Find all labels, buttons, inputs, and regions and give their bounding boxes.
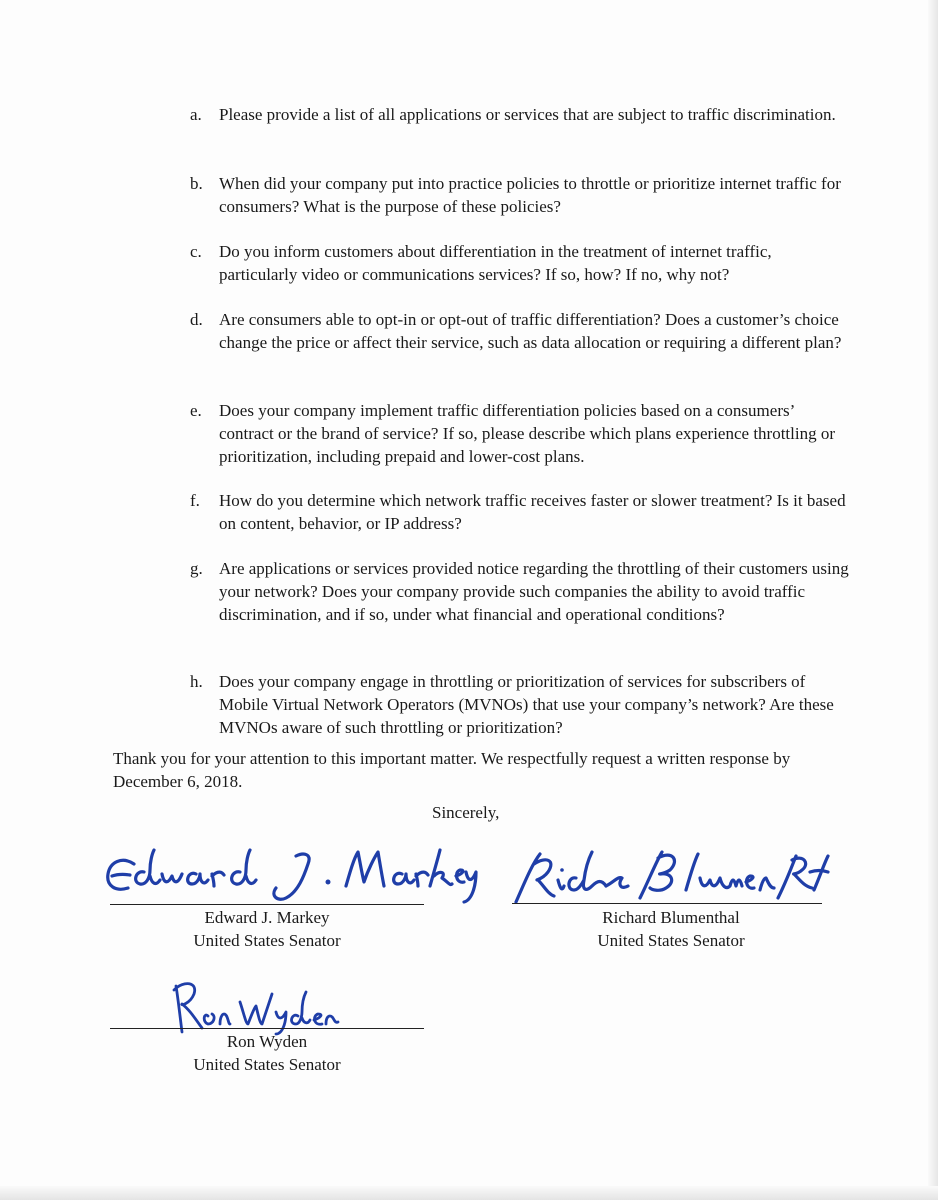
question-item-e [190,399,850,468]
signature-line-markey [110,904,424,905]
question-text: When did your company put into practice policies to throttle or prioritize internet traffic for consumers? What is the purpose of these policies? [219,174,841,216]
question-letter: d. [190,310,203,329]
signer-name: Ron Wyden [226,1032,308,1051]
signer-block-blumenthal [512,906,830,952]
question-letter: a. [190,105,202,124]
question-letter: e. [190,401,202,420]
question-text: Are applications or services provided notice regarding the throttling of their customers using your network? Does your company provide such companies the ability to avoid traffic discrimination, and if so, under what financial and operational conditions? [219,559,849,624]
signature-markey [100,842,470,908]
signature-line-blumenthal [512,903,822,904]
question-letter: c. [190,242,202,261]
scan-edge-right [928,0,938,1200]
question-item-h [190,670,850,739]
question-item-b [190,172,850,218]
question-text: Please provide a list of all applications or services that are subject to traffic discrimination. [219,105,836,124]
question-item-c [190,240,850,286]
question-text: How do you determine which network traffic receives faster or slower treatment? Is it based on content, behavior, or IP address? [219,491,846,533]
question-text: Does your company implement traffic differentiation policies based on a consumers’ contract or the brand of service? If so, please describe which plans experience throttling or prioritization, including prepaid and lower-cost plans. [219,401,836,466]
question-text: Do you inform customers about differentiation in the treatment of internet traffic, particularly video or communications services? If so, how? If no, why not? [219,242,772,284]
question-letter: g. [190,559,203,578]
question-text: Are consumers able to opt-in or opt-out of traffic differentiation? Does a customer’s choice change the price or affect their service, such as data allocation or requiring a different plan? [219,310,842,352]
question-item-d [190,308,850,354]
signer-title: United States Senator [597,931,745,950]
signer-name: Edward J. Markey [204,908,330,927]
signer-block-markey [110,906,424,952]
signature-wyden [168,976,338,1036]
closing-paragraph: Thank you for your attention to this important matter. We respectfully request a written response by December 6, 2018. [113,749,791,791]
question-letter: b. [190,174,203,193]
question-item-f [190,489,850,535]
scan-edge-bottom [0,1186,938,1200]
signer-block-wyden [110,1030,424,1076]
question-letter: h. [190,672,203,691]
sign-off: Sincerely, [432,803,500,822]
signature-blumenthal [510,846,830,910]
signature-line-wyden [110,1028,424,1029]
signer-title: United States Senator [193,931,341,950]
question-item-a [190,103,850,126]
signer-title: United States Senator [193,1055,341,1074]
question-text: Does your company engage in throttling or prioritization of services for subscribers of Mobile Virtual Network Operators (MVNOs) that use your company’s network? Are these MVNOs aware of such throttling or prioritization? [219,672,834,737]
question-letter: f. [190,491,200,510]
signer-name: Richard Blumenthal [602,908,740,927]
question-item-g [190,557,850,626]
